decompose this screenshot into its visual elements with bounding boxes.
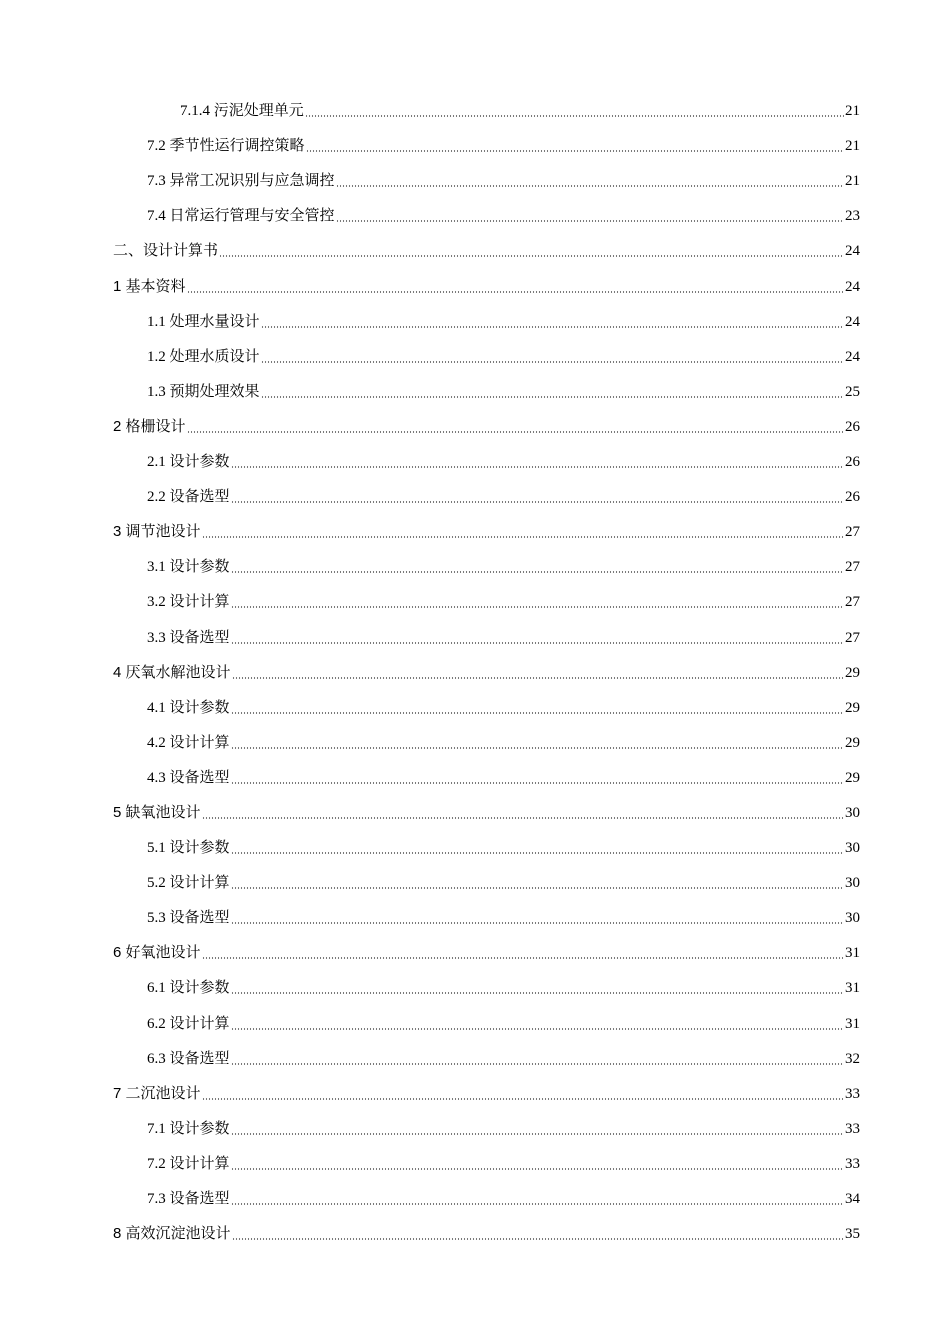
- toc-entry-label: 6.1 设计参数: [147, 980, 230, 997]
- toc-entry-page-number: 24: [845, 243, 860, 260]
- toc-leader-dots: [231, 1063, 844, 1065]
- toc-entry[interactable]: [113, 1034, 860, 1069]
- toc-entry-label: 2.1 设计参数: [147, 454, 230, 471]
- toc-leader-dots: [231, 992, 844, 994]
- toc-leader-dots: [231, 1203, 844, 1205]
- toc-entry-page-number: 30: [845, 875, 860, 892]
- toc-entry-page-number: 21: [845, 103, 860, 120]
- toc-entry-label: 7 二沉池设计: [113, 1084, 201, 1102]
- toc-entry-page-number: 21: [845, 138, 860, 155]
- toc-entry[interactable]: [113, 437, 860, 472]
- toc-leader-dots: [336, 185, 844, 187]
- toc-entry[interactable]: [113, 507, 860, 542]
- toc-entry-page-number: 33: [845, 1085, 860, 1102]
- toc-leader-dots: [232, 677, 844, 679]
- toc-leader-dots: [202, 536, 844, 538]
- toc-leader-dots: [231, 1133, 844, 1135]
- toc-entry-label: 2.2 设备选型: [147, 489, 230, 506]
- toc-entry[interactable]: [113, 297, 860, 332]
- toc-entry[interactable]: [113, 402, 860, 437]
- toc-leader-dots: [231, 466, 844, 468]
- toc-leader-dots: [231, 1028, 844, 1030]
- toc-leader-dots: [231, 887, 844, 889]
- toc-entry-page-number: 24: [845, 278, 860, 295]
- toc-entry-label: 8 高效沉淀池设计: [113, 1225, 231, 1243]
- toc-entry-label: 5 缺氧池设计: [113, 803, 201, 821]
- toc-entry[interactable]: [113, 683, 860, 718]
- toc-entry-page-number: 30: [845, 910, 860, 927]
- toc-leader-dots: [202, 817, 844, 819]
- toc-entry-page-number: 25: [845, 383, 860, 400]
- toc-entry[interactable]: [113, 472, 860, 507]
- toc-leader-dots: [306, 150, 844, 152]
- toc-entry-label: 5.2 设计计算: [147, 875, 230, 892]
- toc-entry-label: 7.1.4 污泥处理单元: [180, 103, 304, 120]
- toc-entry-page-number: 33: [845, 1120, 860, 1137]
- toc-entry[interactable]: [113, 823, 860, 858]
- toc-entry[interactable]: [113, 86, 860, 121]
- toc-entry-label: 3.2 设计计算: [147, 594, 230, 611]
- toc-entry-page-number: 27: [845, 524, 860, 541]
- toc-entry-page-number: 31: [845, 980, 860, 997]
- toc-leader-dots: [261, 361, 844, 363]
- toc-entry[interactable]: [113, 226, 860, 261]
- toc-leader-dots: [202, 1098, 844, 1100]
- table-of-contents: [113, 86, 860, 1244]
- toc-entry-label: 3.1 设计参数: [147, 559, 230, 576]
- toc-leader-dots: [231, 922, 844, 924]
- toc-entry[interactable]: [113, 998, 860, 1033]
- toc-entry[interactable]: [113, 367, 860, 402]
- toc-entry-page-number: 26: [845, 489, 860, 506]
- toc-entry-label: 6.3 设备选型: [147, 1050, 230, 1067]
- toc-entry-label: 4.3 设备选型: [147, 769, 230, 786]
- toc-entry[interactable]: [113, 1139, 860, 1174]
- toc-leader-dots: [219, 255, 844, 257]
- toc-entry-page-number: 29: [845, 769, 860, 786]
- toc-entry-label: 4 厌氧水解池设计: [113, 663, 231, 681]
- toc-entry-page-number: 26: [845, 454, 860, 471]
- toc-entry-page-number: 30: [845, 840, 860, 857]
- toc-leader-dots: [231, 852, 844, 854]
- toc-entry[interactable]: [113, 1104, 860, 1139]
- toc-entry-label: 7.2 设计计算: [147, 1155, 230, 1172]
- toc-entry-label: 4.1 设计参数: [147, 699, 230, 716]
- toc-entry-label: 2 格栅设计: [113, 417, 186, 435]
- toc-entry-label: 7.2 季节性运行调控策略: [147, 138, 305, 155]
- toc-leader-dots: [187, 431, 844, 433]
- toc-entry-label: 1.1 处理水量设计: [147, 313, 260, 330]
- toc-entry[interactable]: [113, 718, 860, 753]
- toc-entry[interactable]: [113, 753, 860, 788]
- toc-entry-label: 4.2 设计计算: [147, 734, 230, 751]
- toc-entry[interactable]: [113, 893, 860, 928]
- toc-leader-dots: [231, 501, 844, 503]
- toc-leader-dots: [187, 291, 844, 293]
- toc-entry-label: 1.2 处理水质设计: [147, 348, 260, 365]
- toc-entry-label: 7.3 异常工况识别与应急调控: [147, 173, 335, 190]
- toc-leader-dots: [336, 220, 844, 222]
- toc-leader-dots: [231, 782, 844, 784]
- toc-entry-page-number: 31: [845, 1015, 860, 1032]
- toc-entry-page-number: 21: [845, 173, 860, 190]
- toc-leader-dots: [261, 396, 844, 398]
- toc-entry-page-number: 29: [845, 699, 860, 716]
- toc-leader-dots: [231, 642, 844, 644]
- toc-entry-label: 7.4 日常运行管理与安全管控: [147, 208, 335, 225]
- toc-entry[interactable]: [113, 788, 860, 823]
- toc-entry-label: 1 基本资料: [113, 277, 186, 295]
- toc-entry[interactable]: [113, 542, 860, 577]
- toc-entry[interactable]: [113, 928, 860, 963]
- toc-entry-label: 1.3 预期处理效果: [147, 383, 260, 400]
- toc-entry[interactable]: [113, 261, 860, 296]
- toc-entry-page-number: 33: [845, 1155, 860, 1172]
- toc-entry-label: 7.1 设计参数: [147, 1120, 230, 1137]
- toc-entry-page-number: 29: [845, 734, 860, 751]
- toc-entry-page-number: 24: [845, 313, 860, 330]
- toc-entry[interactable]: [113, 332, 860, 367]
- toc-leader-dots: [202, 957, 844, 959]
- toc-entry[interactable]: [113, 1174, 860, 1209]
- toc-entry[interactable]: [113, 1209, 860, 1244]
- toc-leader-dots: [231, 1168, 844, 1170]
- toc-entry-page-number: 26: [845, 418, 860, 435]
- toc-entry-label: 5.3 设备选型: [147, 910, 230, 927]
- toc-leader-dots: [231, 712, 844, 714]
- toc-entry[interactable]: [113, 612, 860, 647]
- toc-entry-label: 5.1 设计参数: [147, 840, 230, 857]
- toc-leader-dots: [232, 1238, 844, 1240]
- toc-entry-label: 3.3 设备选型: [147, 629, 230, 646]
- toc-entry-label: 3 调节池设计: [113, 523, 201, 541]
- toc-entry-page-number: 27: [845, 629, 860, 646]
- toc-leader-dots: [231, 606, 844, 608]
- toc-leader-dots: [231, 571, 844, 573]
- toc-entry[interactable]: [113, 858, 860, 893]
- toc-entry[interactable]: [113, 648, 860, 683]
- toc-entry-page-number: 23: [845, 208, 860, 225]
- toc-entry[interactable]: [113, 121, 860, 156]
- toc-entry-page-number: 27: [845, 594, 860, 611]
- toc-leader-dots: [261, 326, 844, 328]
- toc-entry[interactable]: [113, 963, 860, 998]
- toc-entry-label: 6 好氧池设计: [113, 944, 201, 962]
- toc-entry-label: 二、设计计算书: [113, 242, 219, 260]
- toc-entry-page-number: 34: [845, 1191, 860, 1207]
- toc-leader-dots: [231, 747, 844, 749]
- toc-entry-page-number: 24: [845, 348, 860, 365]
- toc-entry-page-number: 29: [845, 664, 860, 681]
- toc-leader-dots: [305, 115, 844, 117]
- toc-entry-page-number: 27: [845, 559, 860, 576]
- toc-entry-page-number: 35: [845, 1226, 860, 1243]
- toc-entry-page-number: 32: [845, 1050, 860, 1067]
- toc-entry-label: 7.3 设备选型: [147, 1191, 230, 1207]
- toc-entry[interactable]: [113, 577, 860, 612]
- toc-entry-page-number: 31: [845, 945, 860, 962]
- toc-entry[interactable]: [113, 191, 860, 226]
- toc-entry[interactable]: [113, 156, 860, 191]
- toc-entry[interactable]: [113, 1069, 860, 1104]
- toc-entry-label: 6.2 设计计算: [147, 1015, 230, 1032]
- toc-entry-page-number: 30: [845, 804, 860, 821]
